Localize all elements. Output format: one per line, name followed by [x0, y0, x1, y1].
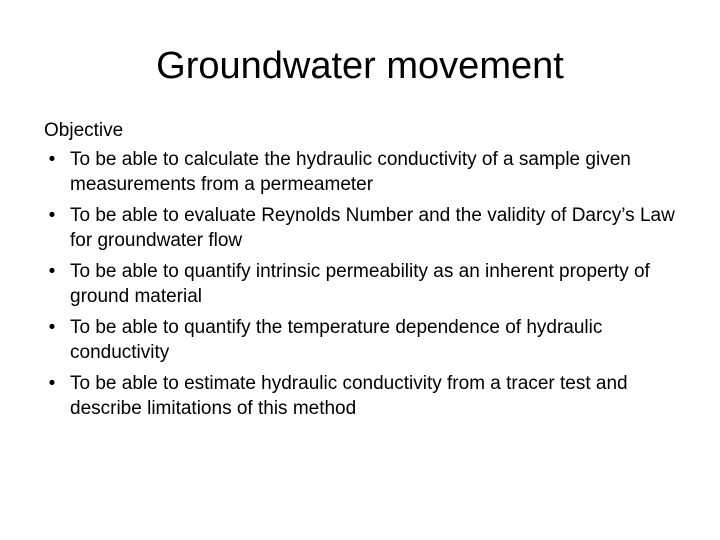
bullet-icon: •	[48, 373, 56, 394]
list-item	[44, 315, 684, 365]
list-item-text: To be able to calculate the hydraulic conductivity of a sample given measurements from a permeameter	[70, 149, 631, 195]
list-item-text: To be able to estimate hydraulic conductivity from a tracer test and describe limitations of this method	[70, 373, 628, 419]
slide-body	[44, 118, 684, 427]
list-item-text: To be able to quantify the temperature dependence of hydraulic conductivity	[70, 317, 603, 363]
bullet-icon: •	[48, 149, 56, 170]
bullet-icon: •	[48, 261, 56, 282]
list-item	[44, 371, 684, 421]
list-item-text: To be able to evaluate Reynolds Number and the validity of Darcy’s Law for groundwater flow	[70, 205, 675, 251]
bullet-icon: •	[48, 205, 56, 226]
list-item	[44, 203, 684, 253]
objective-list	[44, 147, 684, 421]
slide-title: Groundwater movement	[156, 45, 564, 87]
list-item	[44, 147, 684, 197]
list-item-text: To be able to quantify intrinsic permeability as an inherent property of ground material	[70, 261, 650, 307]
bullet-icon: •	[48, 317, 56, 338]
list-item	[44, 259, 684, 309]
objective-heading: Objective	[44, 120, 124, 141]
